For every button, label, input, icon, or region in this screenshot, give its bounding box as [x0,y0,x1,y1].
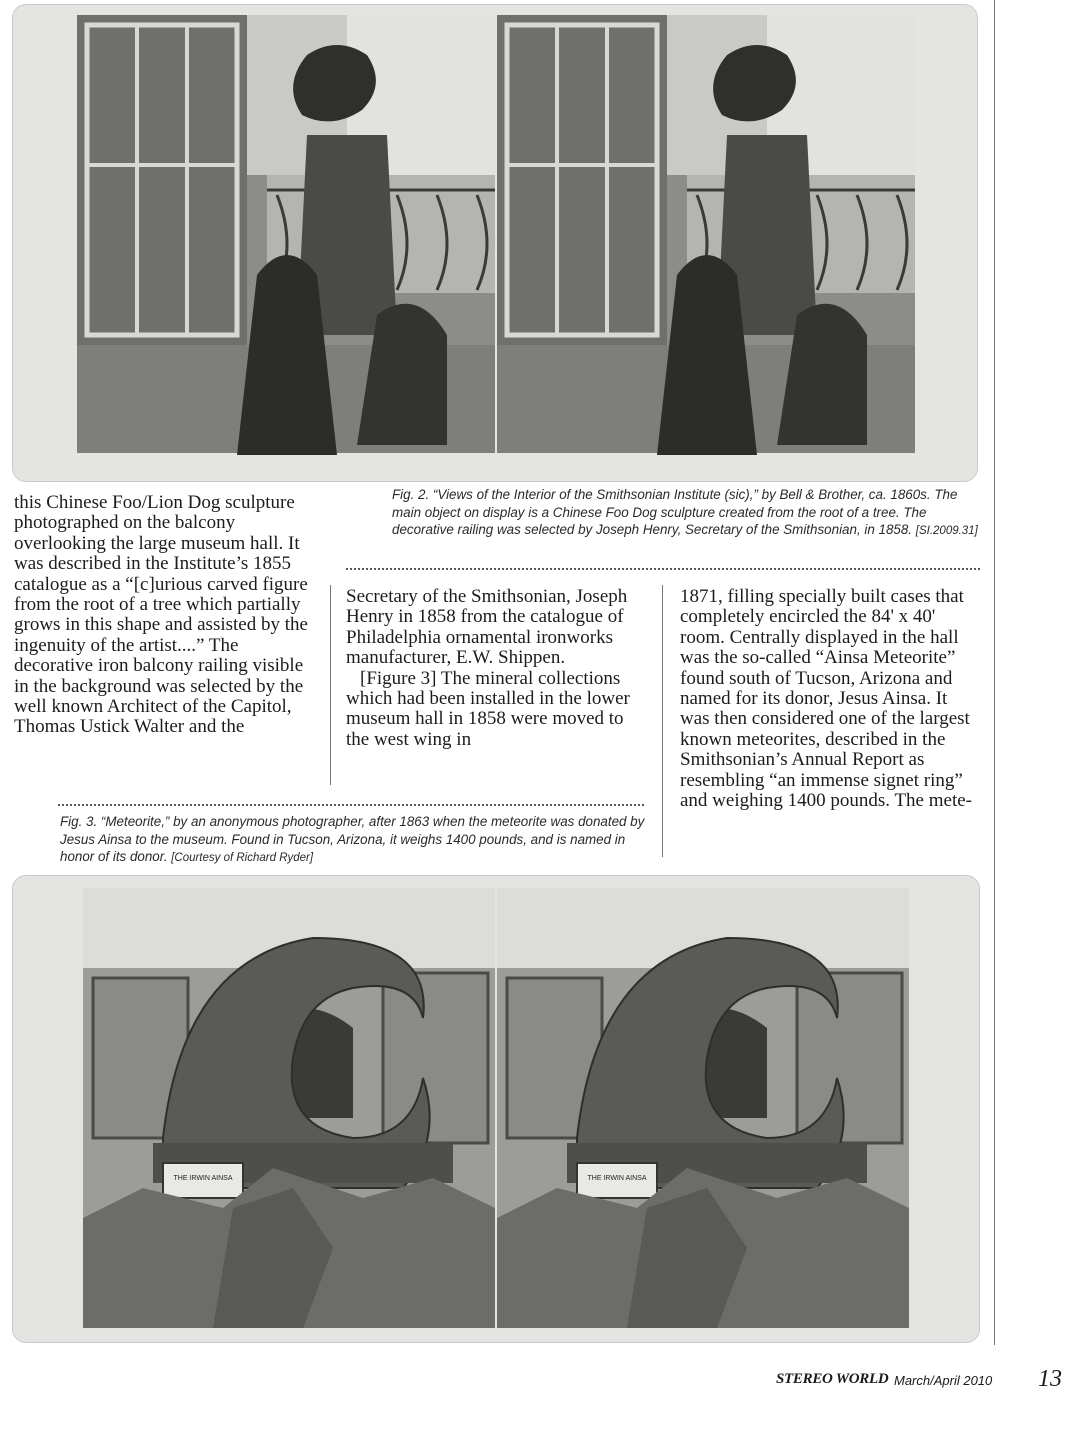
magazine-name: STEREO WORLD [776,1371,889,1387]
body-column-2-paragraph-1: Secretary of the Smithsonian, Joseph Henry in 1858 from the catalogue of Philadelphia ornamental ironworks manufacturer, E.W. Shippen. [346,586,628,669]
page-number: 13 [1038,1366,1062,1392]
body-column-1-text: this Chinese Foo/Lion Dog sculpture photographed on the balcony overlooking the large museum hall. It was described in the Institute’s 1855 catalogue as a “[c]urious carved figure from the root of a tree which partially grows in this shape and assisted by the ingenuity of the artist....” The decorative iron balcony railing visible in the background was selected by the well known Architect of the Capitol, Thomas Ustick Walter and the [14,492,308,738]
body-column-3-text: 1871, filling specially built cases that completely encircled the 84' x 40' room. Centrally displayed in the hall was the so-called “Ainsa Meteorite” found south of Tucson, Arizona and named for its donor, Jesus Ainsa. It was then considered one of the largest known meteorites, described in the Smithsonian’s Annual Report as resembling “an immense signet ring” and weighing 1400 pounds. The mete- [680,586,972,812]
figure-3-left-exhibit-label: THE IRWIN AINSA [173,1175,233,1182]
page-right-rule [994,0,995,1345]
column-rule-1 [330,585,331,785]
figure-2-caption-divider [346,568,980,570]
column-rule-2 [662,585,663,857]
figure-2-caption [392,486,982,541]
figure-2-left-view [77,15,495,455]
figure-2-caption-text: Fig. 2. “Views of the Interior of the Smithsonian Institute (sic),” by Bell & Brother, ca. 1860s. The main object on display is a Chinese Foo Dog sculpture created from the root of a tree. The decorative railing was selected by Joseph Henry, Secretary of the Smithsonian, in 1858. [392,487,958,537]
figure-2-right-view [497,15,915,455]
figure-3-caption-text: Fig. 3. “Meteorite,” by an anonymous photographer, after 1863 when the meteorite was donated by Jesus Ainsa to the museum. Found in Tucson, Arizona, it weighs 1400 pounds, and is named in honor of its donor. [60,814,645,864]
body-column-2-paragraph-2: [Figure 3] The mineral collections which had been installed in the lower museum hall in 1858 were moved to the west wing in [346,667,630,750]
figure-3-stereoview-photo [12,875,980,1343]
figure-3-right-view [497,888,909,1328]
figure-2-caption-source: [SI.2009.31] [915,525,978,537]
figure-3-caption-divider [58,804,644,806]
figure-2-stereoview-photo [12,4,978,482]
issue-date: March/April 2010 [894,1373,993,1388]
figure-3-right-exhibit-label: THE IRWIN AINSA [587,1175,647,1182]
body-column-1 [14,493,310,738]
figure-3-caption-source: [Courtesy of Richard Ryder] [171,852,314,864]
figure-3-left-view [83,888,495,1328]
body-column-3 [680,587,978,811]
figure-3-caption [60,813,650,868]
body-column-2 [346,587,646,750]
